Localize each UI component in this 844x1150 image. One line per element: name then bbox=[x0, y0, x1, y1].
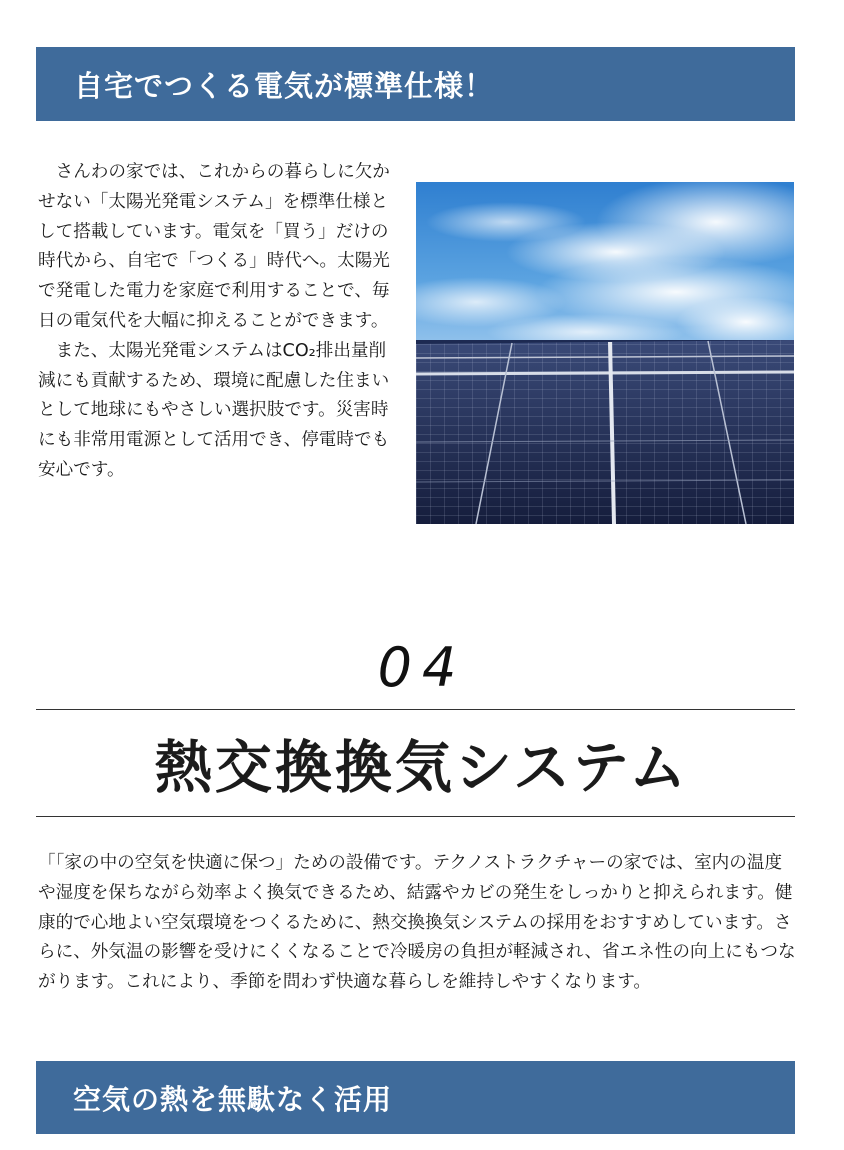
section-title: 熱交換換気システム bbox=[154, 735, 690, 801]
solar-paragraph-2: また、太陽光発電システムはCO₂排出量削減にも貢献するため、環境に配慮した住まいとして地球にもやさしい選択肢です。災害時にも非常用電源として活用でき、停電時でも安心です。 bbox=[38, 340, 390, 480]
section-number: 04 bbox=[377, 636, 467, 699]
ventilation-paragraph: 「「家の中の空気を快適に保つ」ための設備です。テクノストラクチャーの家では、室内の温度や湿度を保ちながら効率よく換気できるため、結露やカビの発生をしっかりと抑えられます。健康的で心地よい空気環境をつくるために、熱交換換気システムの採用をおすすめしています。さらに、外気温の影響を受けにくくなることで冷暖房の負担が軽減され、省エネ性の向上にもつながります。これにより、季節を問わず快適な暮らしを維持しやすくなります。 bbox=[38, 853, 796, 993]
solar-panel-photo bbox=[416, 182, 794, 524]
section-banner-heat bbox=[36, 1061, 795, 1134]
divider bbox=[36, 709, 795, 710]
divider bbox=[36, 816, 795, 817]
ventilation-description bbox=[38, 849, 798, 998]
section-banner-solar bbox=[36, 47, 795, 121]
banner-title: 空気の熱を無駄なく活用 bbox=[73, 1082, 393, 1116]
solar-paragraph-1: さんわの家では、これからの暮らしに欠かせない「太陽光発電システム」を標準仕様として搭載しています。電気を「買う」だけの時代から、自宅で「つくる」時代へ。太陽光で発電した電力を家庭で利用することで、毎日の電気代を大幅に抑えることができます。 bbox=[38, 162, 390, 331]
banner-title: 自宅でつくる電気が標準仕様！ bbox=[74, 68, 495, 103]
solar-description bbox=[38, 158, 398, 486]
